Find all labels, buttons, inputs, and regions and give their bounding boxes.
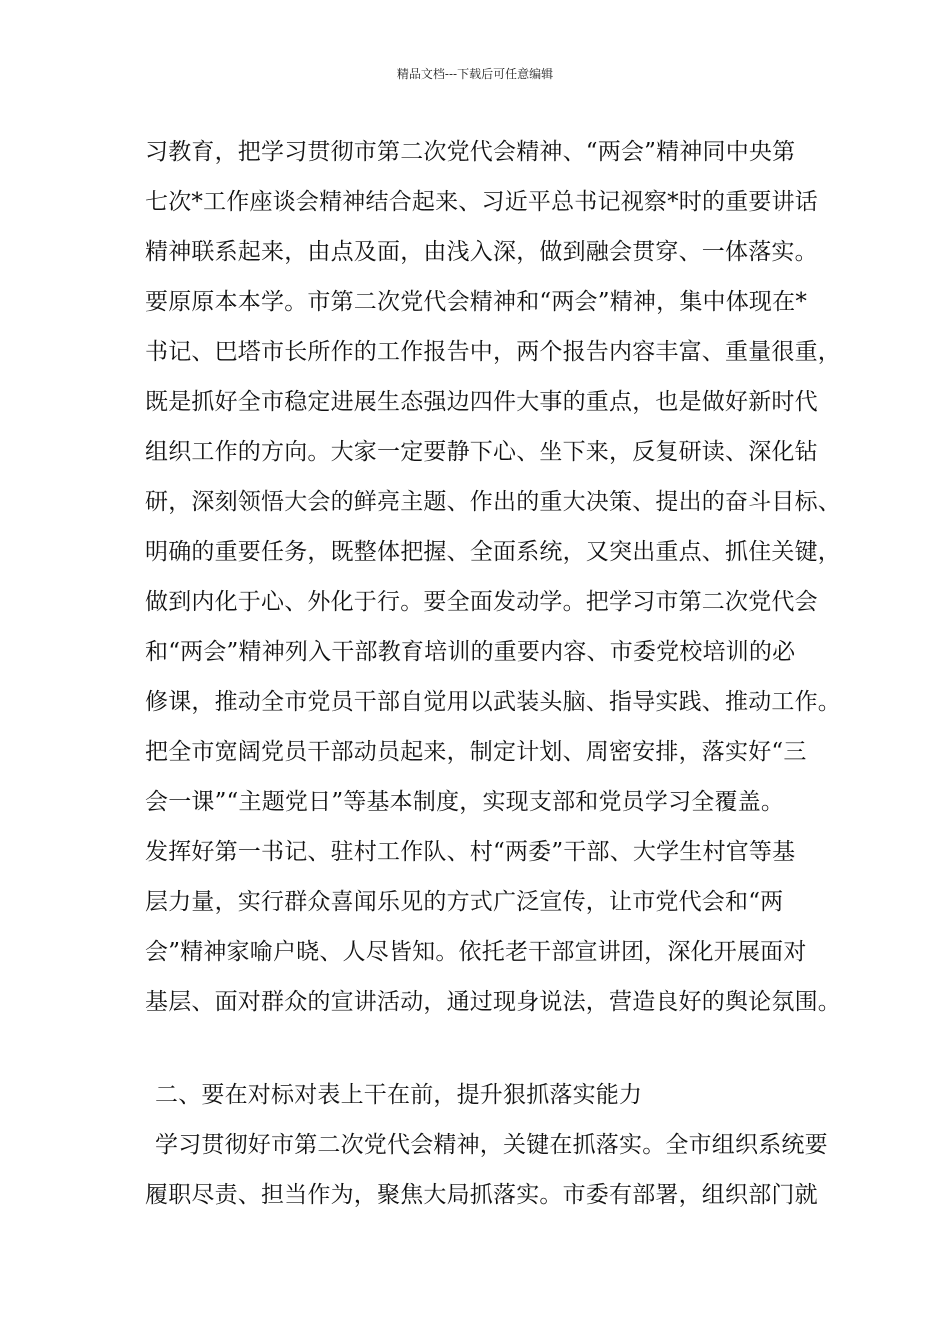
page-header: 精品文档---下载后可任意编辑 bbox=[396, 67, 554, 81]
text-line: 书记、巴塔市长所作的工作报告中，两个报告内容丰富、重量很重， bbox=[145, 339, 841, 365]
text-line: 既是抓好全市稳定进展生态强边四件大事的重点，也是做好新时代 bbox=[145, 389, 818, 415]
section-2 bbox=[145, 1070, 828, 1220]
text-line: 七次*工作座谈会精神结合起来、习近平总书记视察*时的重要讲话 bbox=[145, 189, 818, 215]
text-line: 明确的重要任务，既整体把握、全面系统，又突出重点、抓住关键， bbox=[145, 539, 841, 565]
text-line: 履职尽责、担当作为，聚焦大局抓落实。市委有部署，组织部门就 bbox=[145, 1182, 818, 1208]
text-line: 要原原本本学。市第二次党代会精神和“两会”精神，集中体现在* bbox=[145, 289, 808, 315]
text-line: 组织工作的方向。大家一定要静下心、坐下来，反复研读、深化钻 bbox=[145, 439, 818, 465]
text-line: 把全市宽阔党员干部动员起来，制定计划、周密安排，落实好“三 bbox=[145, 739, 807, 765]
text-line: 基层、面对群众的宣讲活动，通过现身说法，营造良好的舆论氛围。 bbox=[145, 989, 841, 1015]
text-line: 层力量，实行群众喜闻乐见的方式广泛宣传，让市党代会和“两 bbox=[145, 889, 784, 915]
text-line: 做到内化于心、外化于行。要全面发动学。把学习市第二次党代会 bbox=[145, 589, 818, 615]
text-line: 会”精神家喻户晓、人尽皆知。依托老干部宣讲团，深化开展面对 bbox=[145, 939, 807, 965]
text-line: 会一课”“主题党日”等基本制度，实现支部和党员学习全覆盖。 bbox=[145, 789, 785, 815]
text-line: 和“两会”精神列入干部教育培训的重要内容、市委党校培训的必 bbox=[145, 639, 796, 665]
section-heading: 二、要在对标对表上干在前，提升狠抓落实能力 bbox=[155, 1082, 643, 1108]
text-line: 修课，推动全市党员干部自觉用以武装头脑、指导实践、推动工作。 bbox=[145, 689, 841, 715]
text-line: 发挥好第一书记、驻村工作队、村“两委”干部、大学生村官等基 bbox=[145, 839, 796, 865]
paragraph-1 bbox=[145, 127, 841, 1027]
text-line: 研，深刻领悟大会的鲜亮主题、作出的重大决策、提出的奋斗目标、 bbox=[145, 489, 841, 515]
text-line: 习教育，把学习贯彻市第二次党代会精神、“两会”精神同中央第 bbox=[145, 139, 796, 165]
text-line: 学习贯彻好市第二次党代会精神，关键在抓落实。全市组织系统要 bbox=[155, 1132, 828, 1158]
text-line: 精神联系起来，由点及面，由浅入深，做到融会贯穿、一体落实。 bbox=[145, 239, 818, 265]
